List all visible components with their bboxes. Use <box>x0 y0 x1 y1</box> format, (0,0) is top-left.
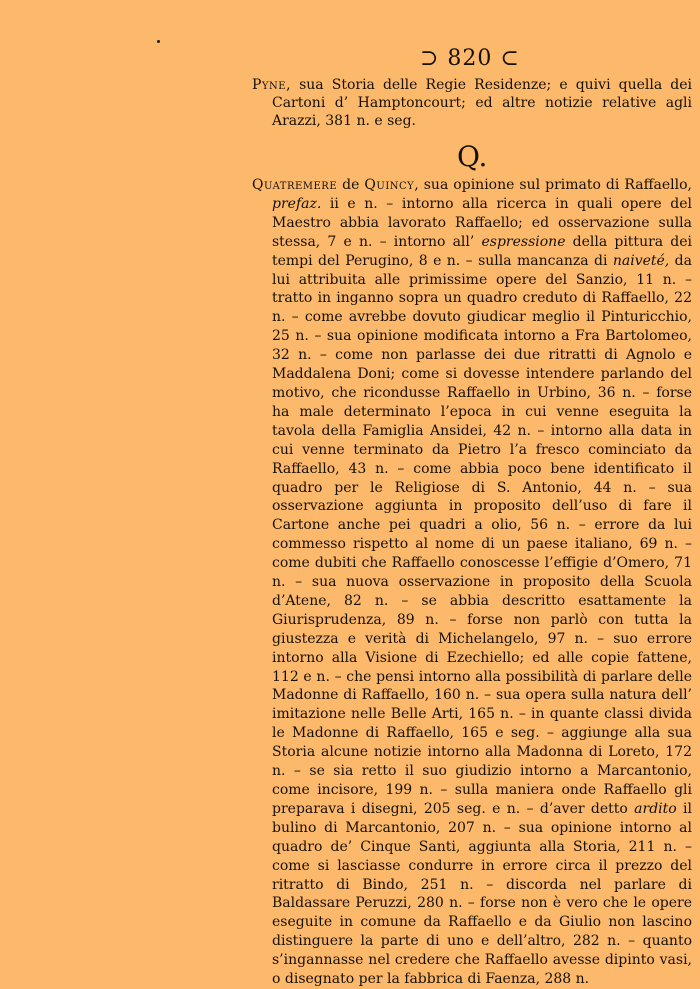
entry-italic: naiveté, <box>612 252 670 269</box>
section-letter: Q. <box>457 140 488 173</box>
entry-body <box>252 76 692 131</box>
entry-body <box>252 176 692 989</box>
entry-italic: ardito <box>634 800 677 817</box>
entry-text: ii e n. – intorno alla ricerca in quali opere del Maestro abbia lavorato Raffaello; ed osservazione sulla stessa, 7 e n. – intorno all’ <box>272 195 692 250</box>
entry-headword-2: Quincy <box>364 177 415 193</box>
page-number: ⊃ 820 ⊂ <box>420 46 520 71</box>
entry-text: , sua opinione sul primato di Raffaello, <box>414 177 692 193</box>
entry-text: de <box>337 177 365 193</box>
entry-text: il bulino di Marcantonio, 207 n. – sua opinione intorno al quadro de’ Cinque Santi, aggiunta alla Storia, 211 n. – come si lasciasse condurre in errore circa il prezzo del ritratto di Bindo, 251 n. – discorda nel parlare di Baldassare Peruzzi, 280 n. – forse non è vero che le opere eseguite in comune da Raffaello e da Giulio non lascino distinguere la parte di uno e dell’altro, 282 n. – quanto s’ingannasse nel credere che Raffaello avesse dipinto vasi, o disegnato per la fabbrica di Faenza, 288 n. <box>272 800 692 988</box>
entry-italic: espressione <box>481 233 566 250</box>
ink-speck <box>157 40 160 43</box>
entry-headword: Quatremere <box>252 177 338 193</box>
entry-text: da lui attribuita alle primissime opere del Sanzio, 11 n. – tratto in inganno sopra un quadro creduto di Raffaello, 22 n. – come avrebbe dovuto giudicar meglio il Pinturicchio, 25 n. – sua opinione modificata intorno a Fra Bartolomeo, 32 n. – come non parlasse dei due ritratti di Agnolo e Maddalena Doni; come si dovesse intendere parlando del motivo, che ricondusse Raffaello in Urbino, 36 n. – forse ha male determinato l’epoca in cui venne eseguita la tavola della Famiglia Ansidei, 42 n. – intorno alla data in cui venne terminato da Pietro l’a fresco cominciato da Raffaello, 43 n. – come abbia poco bene identificato il quadro per le Religiose di S. Antonio, 44 n. – sua osservazione aggiunta in proposito dell’uso di fare il Cartone anche pei quadri a olio, 56 n. – errore da lui commesso rispetto al nome di un paese italiano, 69 n. – come dubiti che Raffaello conoscesse l’effigie d’Omero, 71 n. – sua nuova osservazione in proposito della Scuola d’Atene, 82 n. – se abbia descritto esattamente la Giurisprudenza, 89 n. – forse non parlò con tutta la giustezza e verità di Michelangelo, 97 n. – suo errore intorno alla Visione di Ezechiello; ed alle copie fattene, 112 e n. – che pensi intorno alla possibilità di parlare delle Madonne di Raffaello, 160 n. – sua opera sulla natura dell’ imitazione nelle Belle Arti, 165 n. – in quante classi divida le Madonne di Raffaello, 165 e seg. – aggiunge alla sua Storia alcune notizie intorno alla Madonna di Loreto, 172 n. – se sia retto il suo giudizio intorno a Marcantonio, come incisore, 199 n. – sulla maniera onde Raffaello gli preparava i disegni, 205 seg. e n. – d’aver detto <box>272 252 692 817</box>
entry-text: sua Storia delle Regie Residenze; e quivi quella dei Cartoni d’ Hamptoncourt; ed altre notizie relative agli Arazzi, 381 n. e seg. <box>272 77 692 130</box>
entry-headword: Pyne, <box>252 77 292 93</box>
entry-italic: prefaz. <box>272 195 322 212</box>
entry-text: della pittura dei tempi del Perugino, 8 e n. – sulla mancanza di <box>272 233 693 269</box>
index-entry-quatremere <box>252 176 692 989</box>
index-entry-pyne <box>252 76 692 131</box>
